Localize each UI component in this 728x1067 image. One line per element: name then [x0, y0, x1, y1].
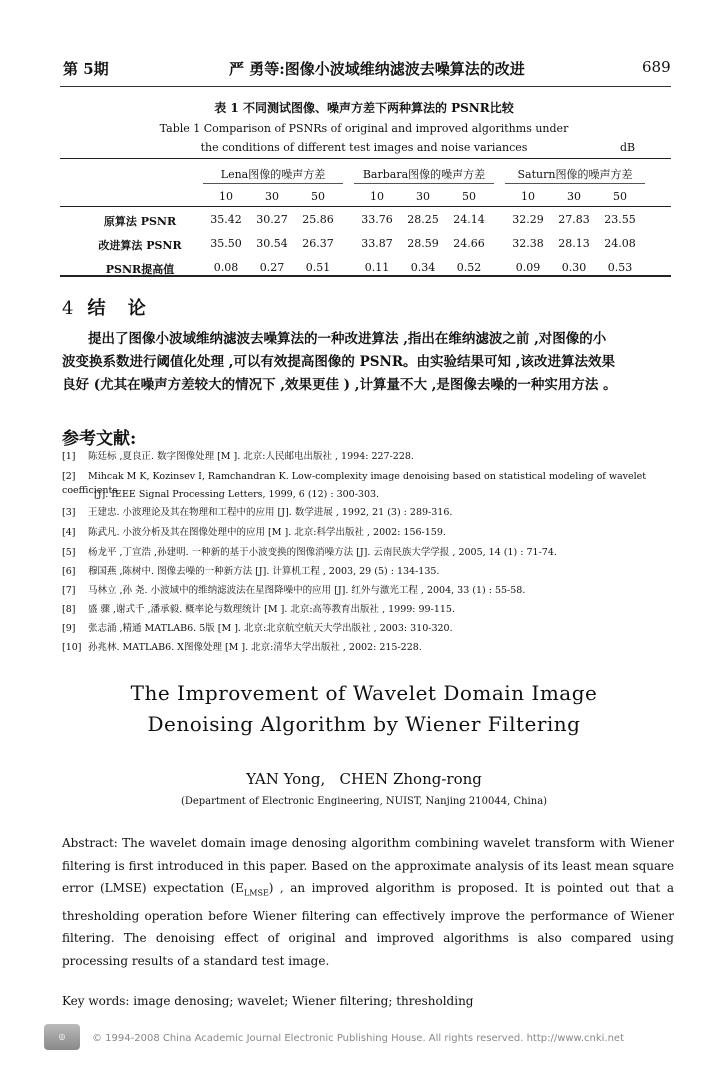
reference-number: [4]	[62, 527, 76, 538]
reference-item	[62, 450, 680, 464]
table-cell: 27.83	[558, 213, 590, 226]
row-label-improved: 改进算法 PSNR	[98, 239, 182, 252]
reference-item	[62, 622, 680, 636]
english-keywords	[62, 994, 473, 1008]
reference-item	[62, 565, 680, 579]
reference-number: [10]	[62, 642, 82, 653]
table-header-rule	[60, 206, 671, 207]
table-cell: 28.25	[407, 213, 439, 226]
reference-number: [9]	[62, 623, 76, 634]
reference-item	[62, 584, 680, 598]
table-cell: 25.86	[302, 213, 334, 226]
table-cell: 33.87	[361, 237, 393, 250]
row-label-gain: PSNR提高值	[105, 263, 175, 276]
table-cell: 30.54	[256, 237, 288, 250]
running-header-issue: 第 5期	[63, 60, 109, 78]
group-header-lena: Lena图像的噪声方差	[220, 168, 326, 181]
group-header-barbara: Barbara图像的噪声方差	[362, 168, 486, 181]
table-cell: 0.11	[364, 261, 390, 274]
abstract-subscript: LMSE	[243, 888, 269, 898]
reference-item	[62, 603, 680, 617]
reference-number: [8]	[62, 604, 76, 615]
table-caption-en-line2: the conditions of different test images and noise variances	[200, 141, 528, 154]
reference-text: 张志涌 ,精通 MATLAB6. 5版 [M ]. 北京:北京航空航天大学出版社 , 2003: 310-320.	[88, 623, 453, 634]
reference-text: Mihcak M K, Kozinsev I, Ramchandran K. Low-complexity image denoising based on statistical modeling of wavelet coefficients	[62, 471, 647, 496]
reference-text: 杨龙平 ,丁宣浩 ,孙建明. 一种新的基于小波变换的图像消噪方法 [J]. 云南民族大学学报 , 2005, 14 (1) : 71-74.	[88, 547, 557, 558]
subheader-cell: 50	[311, 190, 325, 203]
table-unit: dB	[620, 141, 636, 154]
reference-number: [7]	[62, 585, 76, 596]
subheader-cell: 10	[370, 190, 384, 203]
table-cell: 26.37	[302, 237, 334, 250]
table-cell: 0.30	[561, 261, 587, 274]
page-number: 689	[642, 58, 671, 76]
table-cell: 24.14	[453, 213, 485, 226]
reference-item	[62, 506, 680, 520]
group-rule-barbara	[354, 183, 494, 184]
english-affiliation: (Department of Electronic Engineering, NUIST, Nanjing 210044, China)	[180, 796, 548, 807]
table-caption-cn: 表 1 不同测试图像、噪声方差下两种算法的 PSNR比较	[214, 101, 514, 115]
abstract-text-part2: ) , an improved algorithm is proposed. It is pointed out that a thresholding operation before Wiener filtering can effectively improve the performance of Wiener filtering. The denoising effect of original and improved algorithms is also compared using processing results of a standard test image.	[62, 881, 675, 968]
subheader-cell: 30	[567, 190, 581, 203]
reference-item	[62, 546, 680, 560]
reference-text: 马林立 ,孙 尧. 小波域中的维纳滤波法在星图降噪中的应用 [J]. 红外与激光工程 , 2004, 33 (1) : 55-58.	[88, 585, 526, 596]
group-header-saturn: Saturn图像的噪声方差	[517, 168, 633, 181]
references-heading: 参考文献:	[62, 429, 137, 449]
reference-text: 穆国燕 ,陈树中. 图像去噪的一种新方法 [J]. 计算机工程 , 2003, 29 (5) : 134-135.	[88, 566, 440, 577]
subheader-cell: 50	[462, 190, 476, 203]
keywords-label: Key words:	[62, 994, 130, 1008]
subheader-cell: 30	[265, 190, 279, 203]
section-title: 结 论	[87, 298, 154, 319]
reference-text: 王建忠. 小波理论及其在物理和工程中的应用 [J]. 数学进展 , 1992, 21 (3) : 289-316.	[88, 507, 453, 518]
publisher-logo-icon: ◎	[44, 1024, 80, 1050]
reference-text: 孙兆林. MATLAB6. X图像处理 [M ]. 北京:清华大学出版社 , 2002: 215-228.	[88, 642, 422, 653]
reference-item	[62, 526, 680, 540]
subheader-cell: 50	[613, 190, 627, 203]
table-cell: 32.29	[512, 213, 544, 226]
english-title-line-2: Denoising Algorithm by Wiener Filtering	[147, 712, 581, 736]
copyright-footer: © 1994-2008 China Academic Journal Electronic Publishing House. All rights reserved. http://www.cnki.net	[92, 1033, 624, 1044]
reference-number: [3]	[62, 507, 76, 518]
table-cell: 32.38	[512, 237, 544, 250]
table-cell: 0.08	[213, 261, 239, 274]
table-cell: 0.27	[259, 261, 285, 274]
header-rule	[60, 86, 671, 87]
group-rule-saturn	[505, 183, 645, 184]
reference-number: [6]	[62, 566, 76, 577]
conclusion-line-2: 波变换系数进行阈值化处理 ,可以有效提高图像的 PSNR。由实验结果可知 ,该改进算法效果	[62, 354, 615, 370]
table-cell: 33.76	[361, 213, 393, 226]
section-number: 4	[62, 298, 74, 319]
table-top-rule	[60, 158, 671, 159]
table-cell: 0.09	[515, 261, 541, 274]
section-heading	[62, 294, 154, 320]
table-cell: 23.55	[604, 213, 636, 226]
conclusion-line-3: 良好 (尤其在噪声方差较大的情况下 ,效果更佳 ) ,计算量不大 ,是图像去噪的一种实用方法 。	[62, 377, 617, 393]
reference-text: 陈廷标 ,夏良正. 数字图像处理 [M ]. 北京:人民邮电出版社 , 1994: 227-228.	[88, 451, 414, 462]
reference-text: 陈武凡. 小波分析及其在图像处理中的应用 [M ]. 北京:科学出版社 , 2002: 156-159.	[88, 527, 446, 538]
reference-number: [2]	[62, 471, 76, 482]
keywords-text: image denosing; wavelet; Wiener filtering; thresholding	[129, 994, 474, 1008]
reference-text: 盛 骤 ,谢式千 ,潘承毅. 概率论与数理统计 [M ]. 北京:高等教育出版社 , 1999: 99-115.	[88, 604, 455, 615]
running-header-title: 严 勇等:图像小波域维纳滤波去噪算法的改进	[229, 60, 525, 78]
abstract-label: Abstract:	[62, 836, 118, 850]
table-cell: 0.53	[607, 261, 633, 274]
table-cell: 0.34	[410, 261, 436, 274]
reference-item	[62, 641, 680, 655]
reference-text: [J]. IEEE Signal Processing Letters, 1999, 6 (12) : 300-303.	[94, 489, 380, 500]
reference-number: [1]	[62, 451, 76, 462]
table-cell: 24.08	[604, 237, 636, 250]
table-cell: 35.50	[210, 237, 242, 250]
table-cell: 0.51	[305, 261, 331, 274]
reference-item-continued	[62, 488, 712, 502]
english-title-line-1: The Improvement of Wavelet Domain Image	[130, 681, 598, 705]
table-cell: 30.27	[256, 213, 288, 226]
table-cell: 28.59	[407, 237, 439, 250]
conclusion-line-1: 提出了图像小波域维纳滤波去噪算法的一种改进算法 ,指出在维纳滤波之前 ,对图像的小	[88, 331, 607, 347]
table-caption-en-line1: Table 1 Comparison of PSNRs of original and improved algorithms under	[159, 122, 569, 135]
english-abstract	[62, 832, 674, 972]
reference-number: [5]	[62, 547, 76, 558]
english-authors: YAN Yong, CHEN Zhong-rong	[246, 770, 482, 788]
abstract-text-part1: The wavelet domain image denosing algorithm combining wavelet transform with Wiener filtering is first introduced in this paper. Based on the approximate analysis of its least mean square error (LMSE) expectation (E	[62, 836, 674, 895]
subheader-cell: 10	[219, 190, 233, 203]
subheader-cell: 30	[416, 190, 430, 203]
group-rule-lena	[203, 183, 343, 184]
table-cell: 24.66	[453, 237, 485, 250]
table-cell: 0.52	[456, 261, 482, 274]
subheader-cell: 10	[521, 190, 535, 203]
table-cell: 28.13	[558, 237, 590, 250]
row-label-original: 原算法 PSNR	[103, 215, 177, 228]
table-cell: 35.42	[210, 213, 242, 226]
